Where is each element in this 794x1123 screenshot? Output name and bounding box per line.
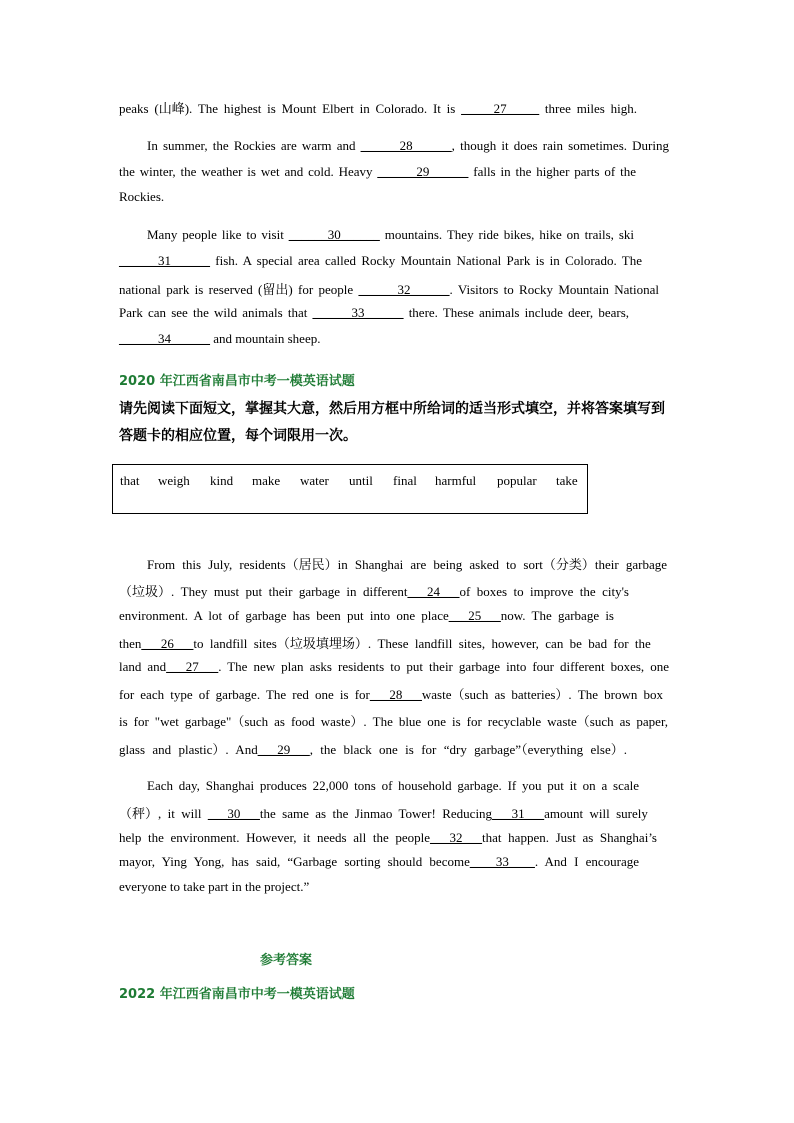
text-run: （秤）, it will — [119, 806, 208, 821]
instruction-line-1: 请先阅读下面短文，掌握其大意，然后用方框中所给词的适当形式填空，并将答案填写到 — [119, 401, 665, 417]
paragraph-line — [147, 138, 669, 154]
text-run: for each type of garbage. The red one is for — [119, 687, 370, 702]
text-run: that happen. Just as Shanghai’s — [482, 830, 657, 845]
paragraph-line — [119, 253, 642, 269]
paragraph-line — [119, 739, 627, 758]
answer-blank[interactable]: ______34______ — [119, 331, 210, 346]
answer-blank[interactable]: ______33______ — [312, 305, 404, 320]
text-run: there. These animals include deer, bears, — [403, 305, 630, 320]
word-box-item: make — [252, 473, 281, 488]
text-run: Rockies. — [119, 189, 165, 204]
answer-blank[interactable]: ______30______ — [288, 227, 380, 242]
text-run: everyone to take part in the project.” — [119, 879, 310, 894]
text-run: Each day, Shanghai produces 22,000 tons of household garbage. If you put it on a scale — [147, 778, 639, 793]
text-run: mountains. They ride bikes, hike on trails, ski — [379, 227, 634, 242]
answer-blank[interactable]: ___32___ — [430, 830, 483, 845]
paragraph-line — [147, 554, 667, 573]
text-run: , though it does rain sometimes. During — [451, 138, 669, 153]
paragraph-line — [119, 633, 651, 652]
word-box — [112, 464, 588, 514]
word-box-item: popular — [497, 473, 537, 488]
section-heading: 2020 年江西省南昌市中考一模英语试题 — [119, 374, 355, 389]
text-run: then — [119, 636, 142, 651]
text-run: the same as the Jinmao Tower! Reducing — [259, 806, 493, 821]
paragraph-line — [119, 164, 636, 180]
text-run: . Visitors to Rocky Mountain National — [449, 282, 659, 297]
text-run: of boxes to improve the city's — [459, 584, 629, 599]
word-box-item: kind — [210, 473, 234, 488]
paragraph-line — [147, 778, 639, 794]
text-run: mayor, Ying Yong, has said, “Garbage sorting should become — [119, 854, 470, 869]
answer-blank[interactable]: ___26___ — [141, 636, 194, 651]
paragraph-line — [119, 830, 657, 846]
answer-blank[interactable]: ______32______ — [358, 282, 450, 297]
text-run: peaks (山峰). The highest is Mount Elbert in Colorado. It is — [119, 101, 462, 116]
text-run: Many people like to visit — [147, 227, 289, 242]
answer-blank[interactable]: ______28______ — [360, 138, 452, 153]
text-run: Park can see the wild animals that — [119, 305, 313, 320]
answer-blank[interactable]: ___31___ — [492, 806, 545, 821]
answers-heading: 参考答案 — [260, 953, 313, 968]
text-run: the winter, the weather is wet and cold. Heavy — [119, 164, 378, 179]
answers-subheading: 2022 年江西省南昌市中考一模英语试题 — [119, 987, 355, 1002]
answer-blank[interactable]: _____27_____ — [461, 101, 540, 116]
text-run: . And I encourage — [534, 854, 639, 869]
answer-blank[interactable]: ___30___ — [207, 806, 260, 821]
paragraph-line — [119, 279, 659, 298]
paragraph-line — [119, 331, 320, 347]
answer-blank[interactable]: ___25___ — [448, 608, 501, 623]
answer-blank[interactable]: ____33____ — [469, 854, 535, 869]
text-run: now. The garbage is — [500, 608, 614, 623]
text-run: amount will surely — [544, 806, 648, 821]
answer-blank[interactable]: ___27___ — [166, 659, 219, 674]
word-box-item: weigh — [158, 473, 190, 488]
text-run: to landfill sites（垃圾填埋场）. These landfill sites, however, can be bad for the — [193, 636, 651, 651]
text-run: . The new plan asks residents to put their garbage into four different boxes, one — [218, 659, 669, 674]
paragraph-line — [147, 227, 634, 243]
answer-blank[interactable]: ______31______ — [119, 253, 210, 268]
word-box-item: final — [393, 473, 417, 488]
text-run: In summer, the Rockies are warm and — [147, 138, 361, 153]
instruction-line-2: 答题卡的相应位置，每个词限用一次。 — [119, 428, 357, 444]
answer-blank[interactable]: ___29___ — [257, 742, 310, 757]
text-run: （垃圾）. They must put their garbage in different — [119, 584, 408, 599]
word-box-item: take — [556, 473, 578, 488]
paragraph-line — [119, 608, 614, 624]
text-run: From this July, residents（居民）in Shanghai are being asked to sort（分类）their garbage — [147, 557, 667, 572]
paragraph-line — [119, 98, 637, 117]
paragraph-line — [119, 659, 669, 675]
paragraph-line — [119, 684, 663, 703]
paragraph-line — [119, 189, 164, 205]
text-run: and mountain sheep. — [210, 331, 321, 346]
text-run: fish. A special area called Rocky Mountain National Park is in Colorado. The — [210, 253, 642, 268]
text-run: falls in the higher parts of the — [468, 164, 636, 179]
word-box-item: harmful — [435, 473, 477, 488]
answer-blank[interactable]: ___28___ — [369, 687, 422, 702]
paragraph-line — [119, 803, 648, 822]
word-box-item: that — [120, 473, 140, 488]
answer-blank[interactable]: ______29______ — [377, 164, 469, 179]
text-run: waste（such as batteries）. The brown box — [421, 687, 663, 702]
paragraph-line — [119, 711, 668, 730]
text-run: glass and plastic）. And — [119, 742, 258, 757]
word-box-item: until — [349, 473, 373, 488]
text-run: help the environment. However, it needs all the people — [119, 830, 431, 845]
answer-blank[interactable]: ___24___ — [407, 584, 460, 599]
text-run: national park is reserved (留出) for people — [119, 282, 359, 297]
paragraph-line — [119, 854, 639, 870]
word-box-item: water — [300, 473, 329, 488]
text-run: land and — [119, 659, 167, 674]
paragraph-line — [119, 305, 629, 321]
text-run: , the black one is for “dry garbage”（everything else）. — [309, 742, 627, 757]
text-run: is for "wet garbage"（such as food waste）. The blue one is for recyclable waste（such as paper, — [119, 714, 668, 729]
text-run: three miles high. — [539, 101, 638, 116]
text-run: environment. A lot of garbage has been put into one place — [119, 608, 449, 623]
paragraph-line — [119, 581, 629, 600]
paragraph-line — [119, 879, 309, 895]
